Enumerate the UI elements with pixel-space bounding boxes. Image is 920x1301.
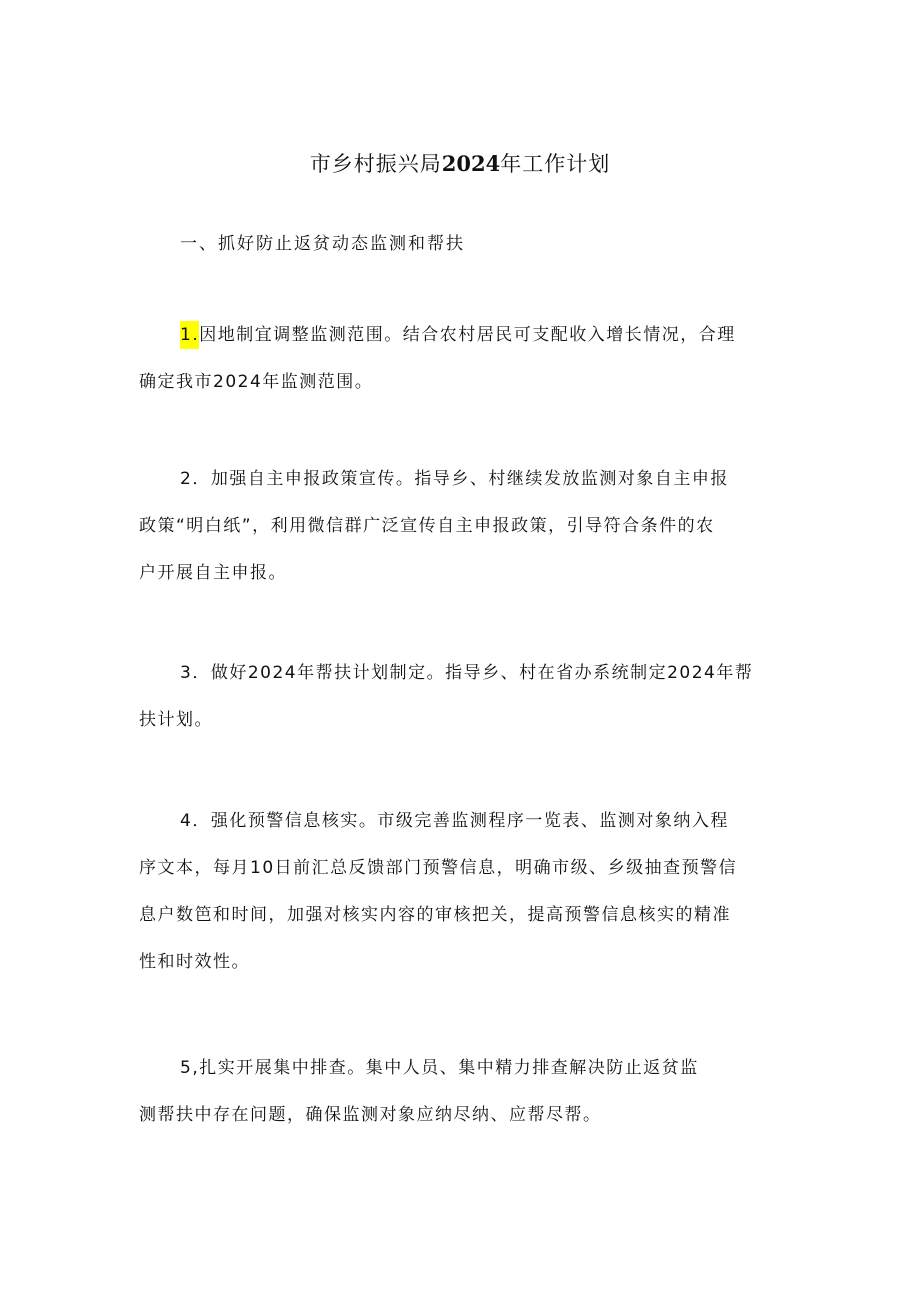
paragraph-1-first-line bbox=[139, 312, 789, 359]
paragraph-2-first-line bbox=[139, 456, 789, 503]
paragraph-1-line-1: 因地制宜调整监测范围。结合农村居民可支配收入增长情况，合理 bbox=[199, 325, 736, 345]
paragraph-3 bbox=[139, 650, 789, 744]
title-suffix: 年工作计划 bbox=[500, 152, 611, 176]
paragraph-5-first-line bbox=[139, 1045, 789, 1092]
paragraph-3-first-line bbox=[139, 650, 789, 697]
paragraph-5 bbox=[139, 1045, 789, 1139]
paragraph-4-number: 4 bbox=[180, 811, 193, 831]
paragraph-2-line-1: ．加强自主申报政策宣传。指导乡、村继续发放监测对象自主申报 bbox=[192, 469, 729, 489]
paragraph-4-line-4: 性和时效性。 bbox=[139, 952, 250, 972]
paragraph-5-line-2: 测帮扶中存在问题，确保监测对象应纳尽纳、应帮尽帮。 bbox=[139, 1105, 602, 1125]
paragraph-2-line-3: 户开展自主申报。 bbox=[139, 563, 287, 583]
paragraph-4 bbox=[139, 798, 789, 986]
title-year: 2024 bbox=[441, 151, 501, 176]
highlighted-number: 1. bbox=[180, 321, 199, 349]
paragraph-4-line-3: 息户数笆和时间，加强对核实内容的审核把关，提高预警信息核实的精准 bbox=[139, 905, 731, 925]
title-prefix: 市乡村振兴局 bbox=[309, 152, 442, 176]
paragraph-3-line-1: ．做好2024年帮扶计划制定。指导乡、村在省办系统制定2024年帮 bbox=[192, 663, 754, 683]
section-heading-1: 一、抓好防止返贫动态监测和帮扶 bbox=[180, 234, 465, 254]
paragraph-5-line-1: 扎实开展集中排查。集中人员、集中精力排查解决防止返贫监 bbox=[199, 1058, 699, 1078]
paragraph-2 bbox=[139, 456, 789, 597]
paragraph-5-number: 5, bbox=[180, 1058, 200, 1078]
paragraph-2-line-2: 政策“明白纸”，利用微信群广泛宣传自主申报政策，引导符合条件的农 bbox=[139, 516, 715, 536]
paragraph-3-line-2: 扶计划。 bbox=[139, 710, 213, 730]
paragraph-1-line-2: 确定我市2024年监测范围。 bbox=[139, 372, 374, 392]
paragraph-4-line-2: 序文本，每月10日前汇总反馈部门预警信息，明确市级、乡级抽查预警信 bbox=[139, 858, 738, 878]
paragraph-3-number: 3 bbox=[180, 663, 193, 683]
paragraph-2-number: 2 bbox=[180, 469, 193, 489]
paragraph-4-line-1: ．强化预警信息核实。市级完善监测程序一览表、监测对象纳入程 bbox=[192, 811, 729, 831]
document-title bbox=[0, 148, 920, 178]
paragraph-1 bbox=[139, 312, 789, 406]
paragraph-4-first-line bbox=[139, 798, 789, 845]
